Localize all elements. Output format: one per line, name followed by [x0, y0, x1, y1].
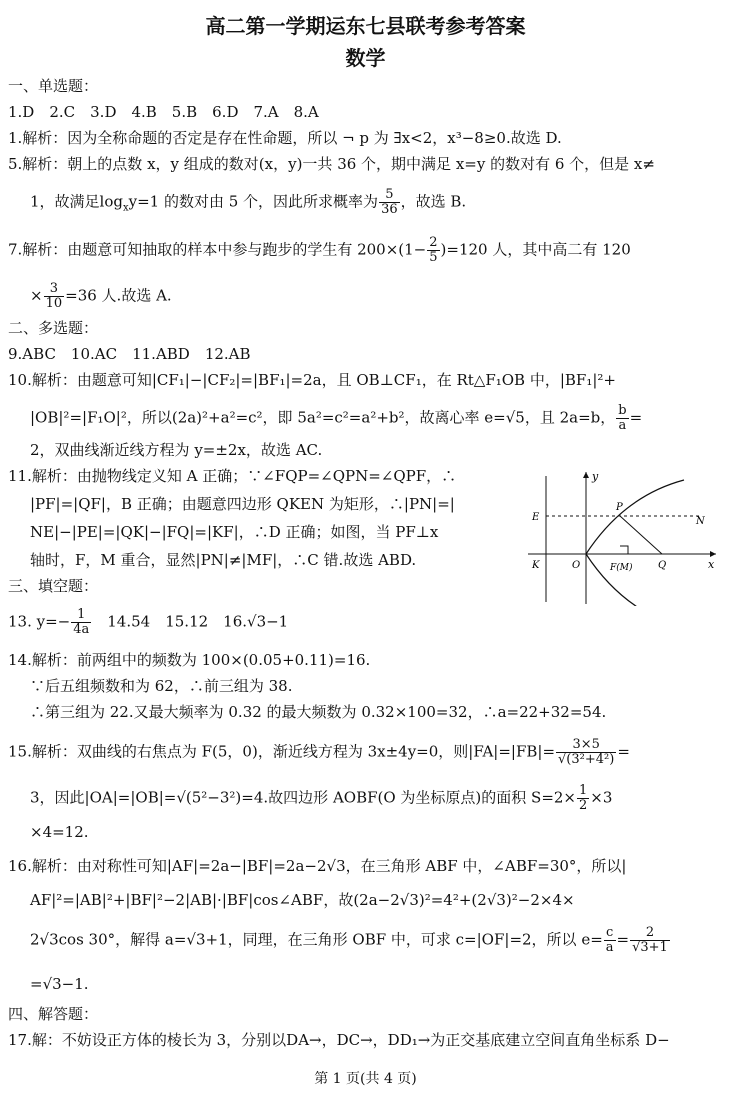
- fraction: $\frac{3\times 5}{\text{√(3²+4²)}}$: [558, 737, 615, 767]
- solution-7-line-1: 7.解析：由题意可知抽取的样本中参与跑步的学生有 200×(1− $\frac{2}{5}$ )=120 人，其中高二有 120: [8, 235, 631, 265]
- solution-11-line-2: |PF|=|QF|，B 正确；由题意四边形 QKEN 为矩形，∴|PN|=|: [30, 495, 455, 513]
- parabola-curve: [586, 480, 684, 606]
- solution-10-line-2: |OB|²=|F₁O|²，所以(2a)²+a²=c²，即 5a²=c²=a²+b²，故离心率 e=√5，且 2a=b， $\frac{b}{a}$ =: [30, 403, 643, 433]
- section-heading-single-choice: 一、单选题：: [8, 77, 99, 95]
- x-axis-arrow: [710, 551, 716, 557]
- solution-14-line-3: ∴第三组为 22.又最大频率为 0.32 的最大频数为 0.32×100=32，∴a=22+32=54.: [30, 703, 607, 721]
- label-E: E: [532, 512, 540, 523]
- solution-5-line-2: 1，故满足$\log_xy=1$ 的数对由 5 个，因此所求概率为 $\frac{5}{36}$ ，故选 B.: [30, 187, 467, 217]
- label-y: y: [592, 470, 599, 483]
- solution-5-line-1: 5.解析：朝上的点数 x，y 组成的数对(x，y)一共 36 个，期中满足 x=y 的数对有 6 个，但是 x≠: [8, 155, 655, 173]
- fraction: $\frac{5}{36}$: [381, 187, 398, 217]
- fraction: $\frac{1}{2}$: [579, 783, 588, 813]
- solution-11-line-4: 轴时，F，M 重合，显然|PN|≠|MF|，∴C 错.故选 ABD.: [30, 551, 417, 569]
- solution-7-line-2: × $\frac{3}{10}$ =36 人.故选 A.: [30, 281, 172, 311]
- label-FM: F(M): [610, 563, 633, 573]
- label-N: N: [696, 516, 705, 527]
- fraction: $\frac{2}{5}$: [429, 235, 438, 265]
- solution-15-line-3: ×4=12.: [30, 823, 89, 841]
- page-title: 高二第一学期运东七县联考参考答案: [205, 14, 526, 38]
- solution-1: 1.解析：因为全称命题的否定是存在性命题，所以 ¬ p 为 ∃x<2，x³−8≥0.故选 D.: [8, 129, 562, 147]
- label-O: O: [572, 560, 581, 571]
- fill-blank-answers: 13. y=− $\frac{1}{4a}$ 14.54 15.12 16.√3−1: [8, 607, 289, 637]
- section-heading-multiple-choice: 二、多选题：: [8, 319, 99, 337]
- fraction: $\frac{2}{√3+1}$: [632, 925, 668, 955]
- solution-11-line-1: 11.解析：由抛物线定义知 A 正确；∵∠FQP=∠QPN=∠QPF，∴: [8, 467, 457, 485]
- solution-10-line-3: 2，双曲线渐近线方程为 y=±2x，故选 AC.: [30, 441, 323, 459]
- section-heading-fill-blank: 三、填空题：: [8, 577, 99, 595]
- single-choice-answers: 1.D 2.C 3.D 4.B 5.B 6.D 7.A 8.A: [8, 103, 319, 121]
- section-heading-solutions: 四、解答题：: [8, 1005, 99, 1023]
- segment-PQ: [620, 516, 662, 554]
- solution-10-line-1: 10.解析：由题意可知|CF₁|−|CF₂|=|BF₁|=2a，且 OB⊥CF₁，在 Rt△F₁OB 中，|BF₁|²+: [8, 371, 616, 389]
- page-footer: 第 1 页(共 4 页): [314, 1071, 417, 1087]
- solution-14-line-1: 14.解析：前两组中的频数为 100×(0.05+0.11)=16.: [8, 651, 371, 669]
- solution-15-line-2: 3，因此|OA|=|OB|=√(5²−3²)=4.故四边形 AOBF(O 为坐标原点)的面积 S=2× $\frac{1}{2}$ ×3: [30, 783, 613, 813]
- solution-16-line-1: 16.解析：由对称性可知|AF|=2a−|BF|=2a−2√3，在三角形 ABF 中，∠ABF=30°，所以|: [8, 857, 627, 875]
- right-angle-mark: [620, 546, 628, 554]
- fraction: $\frac{1}{4a}$: [73, 607, 90, 637]
- solution-16-line-3: 2√3cos 30°，解得 a=√3+1，同理，在三角形 OBF 中，可求 c=|OF|=2，所以 e= $\frac{c}{a}$ = $\frac{2}{√3+1}$: [30, 925, 668, 955]
- solution-16-line-4: =√3−1.: [30, 975, 89, 993]
- fraction: $\frac{b}{a}$: [618, 403, 627, 433]
- multiple-choice-answers: 9.ABC 10.AC 11.ABD 12.AB: [8, 345, 251, 363]
- fraction: $\frac{3}{10}$: [45, 281, 63, 311]
- label-P: P: [616, 502, 623, 513]
- solution-16-line-2: AF|²=|AB|²+|BF|²−2|AB|·|BF|cos∠ABF，故(2a−2√3)²=4²+(2√3)²−2×4×: [30, 891, 575, 909]
- y-axis-arrow: [583, 472, 589, 478]
- label-Q: Q: [658, 560, 667, 571]
- solution-17-line-1: 17.解：不妨设正方体的棱长为 3，分别以DA→，DC→，DD₁→为正交基底建立空间直角坐标系 D−: [8, 1031, 670, 1049]
- subject-title: 数学: [345, 46, 386, 70]
- label-K: K: [532, 560, 540, 571]
- solution-11-line-3: NE|−|PE|=|QK|−|FQ|=|KF|，∴D 正确；如图，当 PF⊥x: [30, 523, 439, 541]
- fraction: $\frac{c}{a}$: [605, 925, 614, 955]
- solution-15-line-1: 15.解析：双曲线的右焦点为 F(5，0)，渐近线方程为 3x±4y=0，则|FA|=|FB|= $\frac{3\times 5}{\text{√(3²+4²)}}$ =: [8, 737, 630, 767]
- parabola-figure: [524, 466, 724, 606]
- solution-14-line-2: ∵后五组频数和为 62，∴前三组为 38.: [30, 677, 293, 695]
- label-x: x: [708, 558, 715, 571]
